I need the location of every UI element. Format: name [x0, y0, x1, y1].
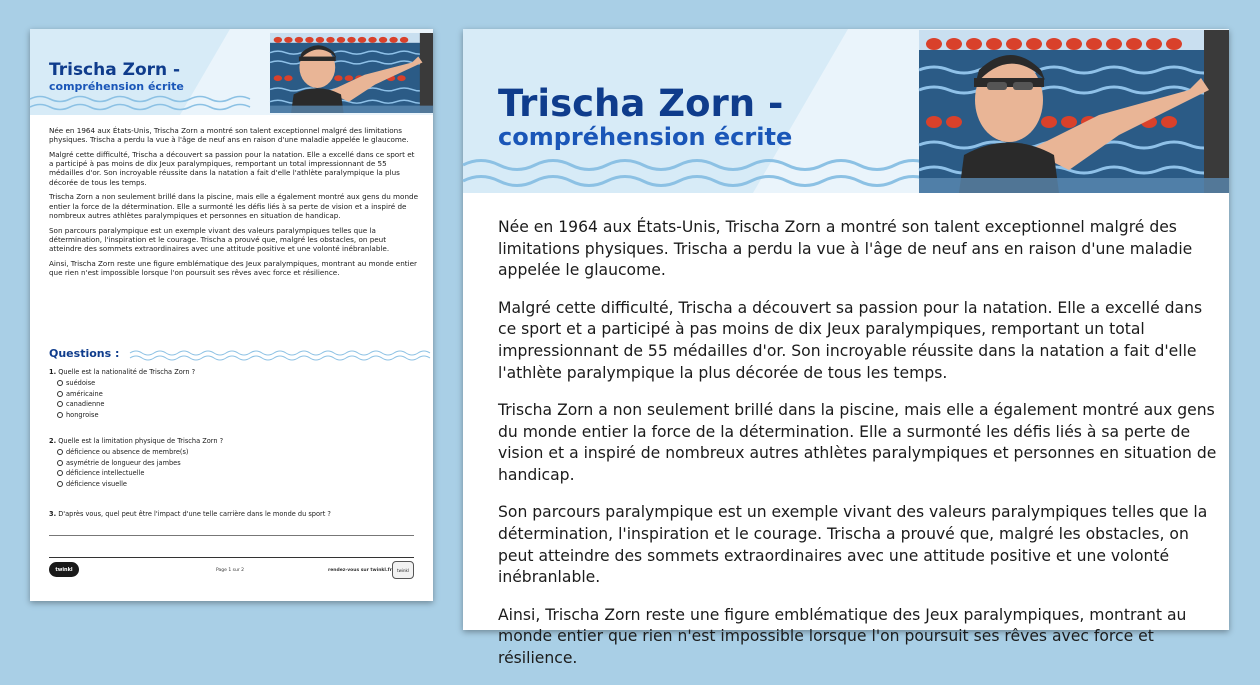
question-text: Quelle est la nationalité de Trischa Zorn ? — [58, 368, 196, 376]
answer-option[interactable]: américaine — [57, 390, 419, 398]
radio-button-icon[interactable] — [57, 380, 63, 386]
question-3 — [49, 510, 419, 521]
paragraph: Née en 1964 aux États-Unis, Trischa Zorn a montré son talent exceptionnel malgré des limitations physiques. Trischa a perdu la vue à l'âge de neuf ans en raison d'une maladie appelée le glaucome. — [49, 126, 409, 145]
answer-option[interactable]: déficience intellectuelle — [57, 469, 419, 477]
question-2 — [49, 437, 419, 490]
radio-button-icon[interactable] — [57, 391, 63, 397]
reading-text — [49, 126, 419, 283]
paragraph: Trischa Zorn a non seulement brillé dans la piscine, mais elle a également montré aux gens du monde entier la force de la détermination. Elle a surmonté les défis liés à sa perte de vision et a inspiré de nombreux autres athlètes paralympiques et personnes en situation de handicap. — [49, 192, 418, 220]
twinkl-logo: twinkl — [49, 562, 79, 577]
paragraph: Malgré cette difficulté, Trischa a découvert sa passion pour la natation. Elle a excellé dans ce sport et a participé à pas moins de dix Jeux paralympiques, remportant un total impressionnant de 55 médailles d'or. Son incroyable réussite dans la natation a fait d'elle l'athlète paralympique la plus décorée de tous les temps. — [49, 149, 415, 187]
wave-decoration — [130, 349, 430, 361]
radio-button-icon[interactable] — [57, 460, 63, 466]
paragraph: Son parcours paralympique est un exemple vivant des valeurs paralympiques telles que la détermination, l'inspiration et le courage. Trischa a prouvé que, malgré les obstacles, on peut atteindre des sommets extraordinaires avec une attitude positive et une volonté inébranlable. — [498, 503, 1208, 587]
question-number: 1. — [49, 368, 57, 376]
answer-option[interactable]: déficience visuelle — [57, 480, 419, 488]
radio-button-icon[interactable] — [57, 401, 63, 407]
answer-line[interactable] — [49, 535, 414, 536]
answer-option[interactable]: hongroise — [57, 411, 419, 419]
swimmer-illustration — [919, 30, 1229, 193]
worksheet-page-enlarged — [463, 29, 1229, 667]
answer-option[interactable]: déficience ou absence de membre(s) — [57, 448, 419, 456]
footer-divider — [49, 557, 414, 558]
answer-option[interactable]: suédoise — [57, 379, 419, 387]
radio-button-icon[interactable] — [57, 449, 63, 455]
swimmer-illustration — [270, 33, 433, 113]
page-subtitle: compréhension écrite — [49, 80, 184, 93]
radio-button-icon[interactable] — [57, 470, 63, 476]
reading-text — [498, 217, 1218, 685]
paragraph: Née en 1964 aux États-Unis, Trischa Zorn a montré son talent exceptionnel malgré des limitations physiques. Trischa a perdu la vue à l'âge de neuf ans en raison d'une maladie appelée le glaucome. — [498, 218, 1193, 280]
paragraph: Ainsi, Trischa Zorn reste une figure emblématique des Jeux paralympiques, montrant au monde entier que rien n'est impossible lorsque l'on poursuit ses rêves avec force et résilience. — [49, 258, 417, 278]
paragraph: Ainsi, Trischa Zorn reste une figure emblématique des Jeux paralympiques, montrant au monde entier que rien n'est impossible lorsque l'on poursuit ses rêves avec force et résilience. — [498, 605, 1187, 667]
answer-option[interactable]: canadienne — [57, 400, 419, 408]
page-title: Trischa Zorn - — [49, 60, 181, 80]
radio-button-icon[interactable] — [57, 481, 63, 487]
paragraph: Malgré cette difficulté, Trischa a découvert sa passion pour la natation. Elle a excellé dans ce sport et a participé à pas moins de dix Jeux paralympiques, remportant un total impressionnant de 55 médailles d'or. Son incroyable réussite dans la natation a fait d'elle l'athlète paralympique la plus décorée de tous les temps. — [498, 298, 1203, 382]
page-title: Trischa Zorn - — [498, 82, 784, 125]
footer-website: rendez-vous sur twinkl.fr — [328, 568, 392, 573]
radio-button-icon[interactable] — [57, 412, 63, 418]
questions-heading: Questions : — [49, 347, 120, 360]
footer-badge: twinkl — [392, 561, 414, 579]
page-number: Page 1 sur 2 — [216, 568, 244, 573]
question-1 — [49, 368, 419, 421]
worksheet-page-thumbnail — [30, 29, 433, 601]
answer-option[interactable]: asymétrie de longueur des jambes — [57, 459, 419, 467]
page-subtitle: compréhension écrite — [498, 123, 793, 151]
question-number: 3. — [49, 510, 57, 518]
paragraph: Trischa Zorn a non seulement brillé dans la piscine, mais elle a également montré aux gens du monde entier la force de la détermination. Elle a surmonté les défis liés à sa perte de vision et a inspiré de nombreux autres athlètes paralympiques et personnes en situation de handicap. — [498, 400, 1217, 485]
question-text: Quelle est la limitation physique de Trischa Zorn ? — [58, 437, 224, 445]
question-text: D'après vous, quel peut être l'impact d'une telle carrière dans le monde du sport ? — [58, 510, 331, 518]
paragraph: Son parcours paralympique est un exemple vivant des valeurs paralympiques telles que la détermination, l'inspiration et le courage. Trischa a prouvé que, malgré les obstacles, on peut atteindre des sommets extraordinaires avec une attitude positive et une volonté inébranlable. — [49, 225, 390, 254]
question-number: 2. — [49, 437, 57, 445]
